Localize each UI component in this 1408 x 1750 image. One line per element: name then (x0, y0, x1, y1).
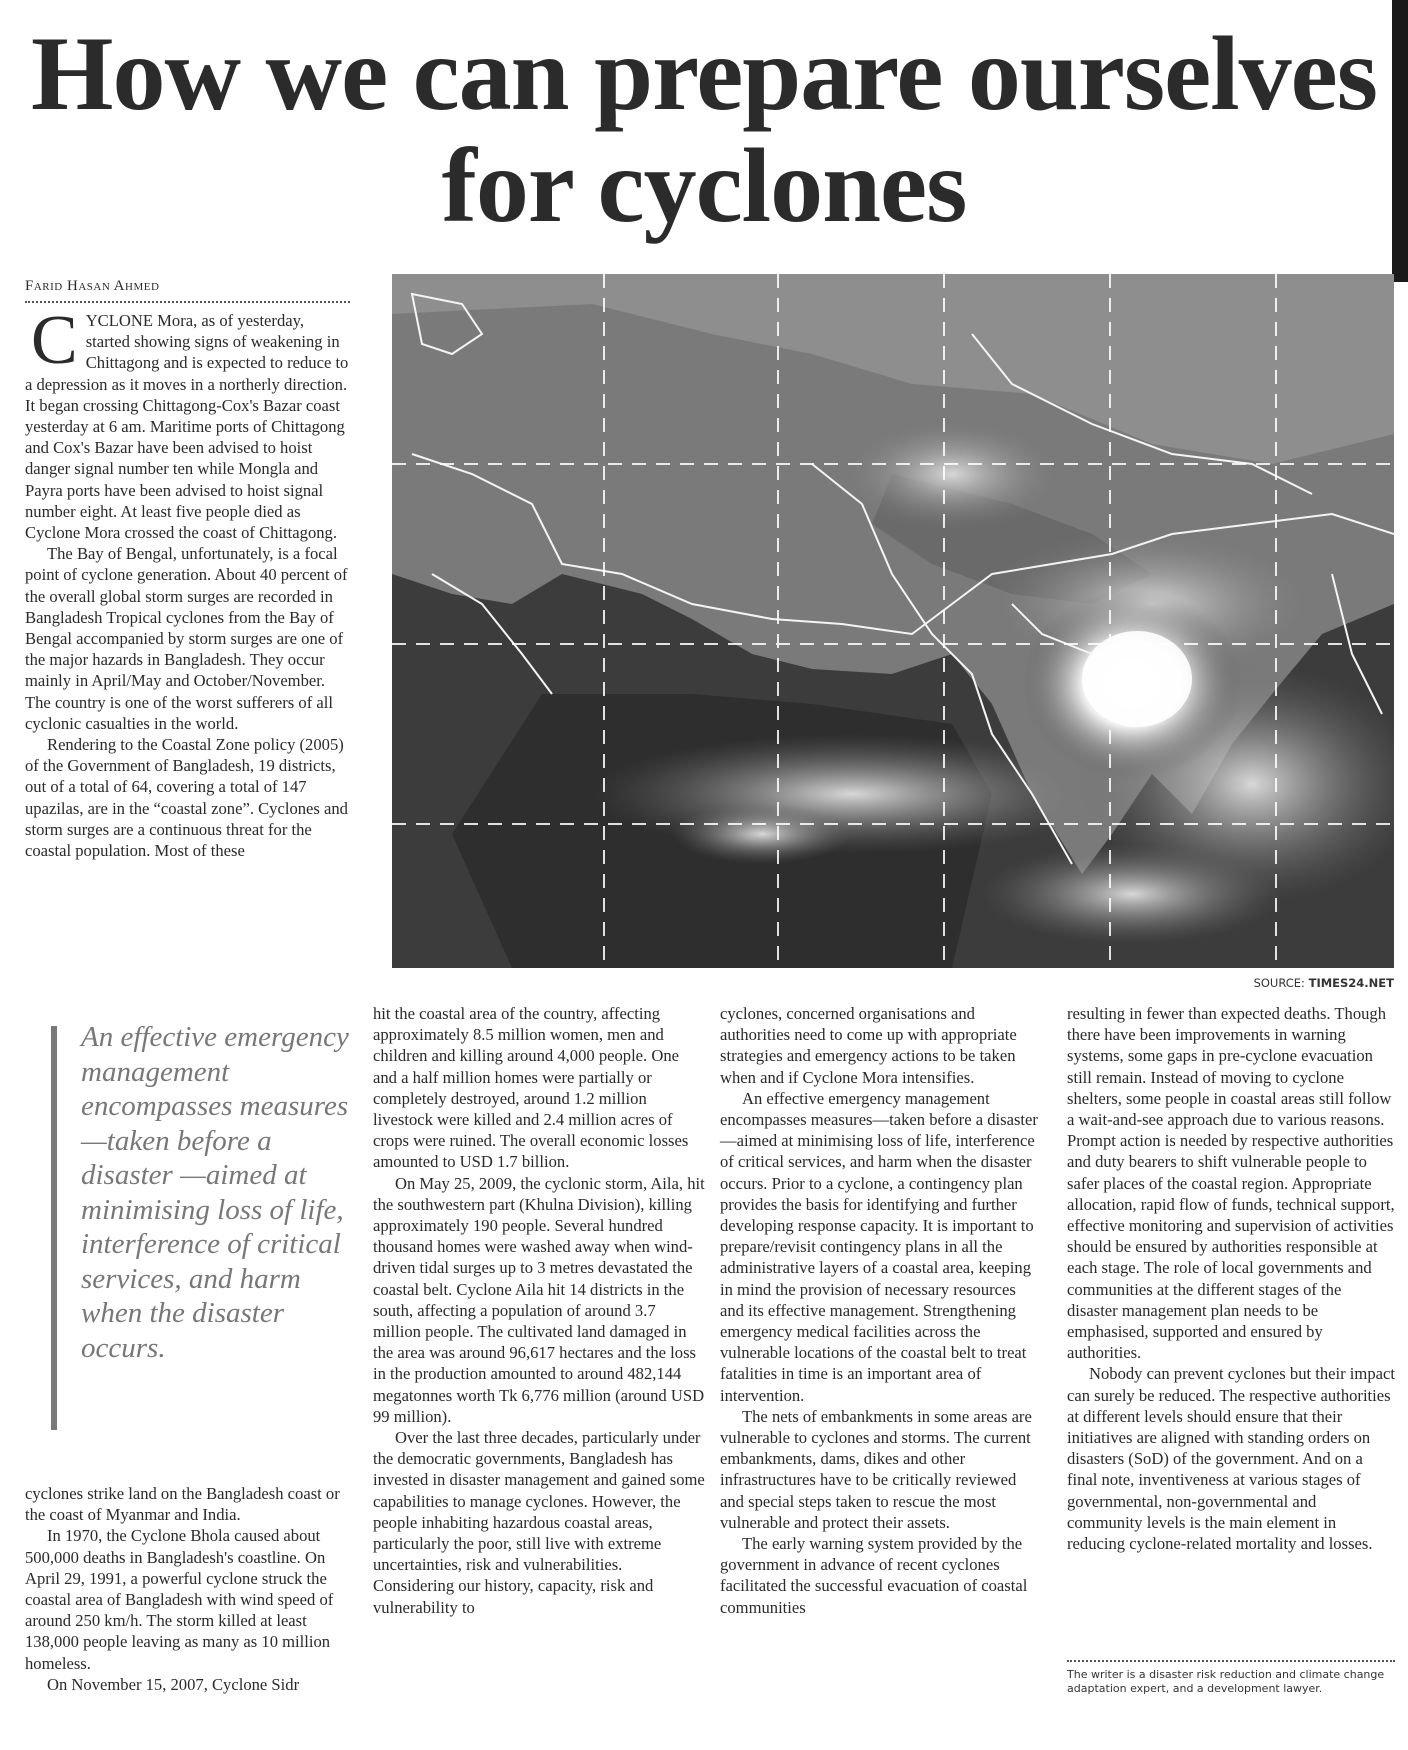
paragraph-9: The nets of embankments in some areas are vulnerable to cyclones and storms. The current embankments, dams, dikes and other infrastructures have to be critically reviewed and special steps taken to rescue the most vulnerable and protect their assets. (720, 1406, 1032, 1532)
paragraph-2: The Bay of Bengal, unfortunately, is a focal point of cyclone generation. About 40 percent of the overall global storm surges are recorded in Bangladesh Tropical cyclones from the Bay of Bengal accompanied by storm surges are one of the major hazards in Bangladesh. They occur mainly in April/May and October/November. The country is one of the worst sufferers of all cyclonic casualties in the world. (25, 544, 348, 733)
column-1-bottom (25, 1483, 350, 1695)
paragraph-6: On May 25, 2009, the cyclonic storm, Aila, hit the southwestern part (Khulna Division), killing approximately 190 people. Several hundred thousand homes were washed away when wind-driven tidal surges up to 3 metres devastated the coastal belt. Cyclone Aila hit 14 districts in the south, affecting a population of around 3.7 million people. The cultivated land damaged in the area was around 96,617 hectares and the loss in the production amounted to around 482,144 megatonnes worth Tk 6,776 million (around USD 99 million). (373, 1173, 705, 1426)
paragraph-10: The early warning system provided by the government in advance of recent cyclones facilitated the successful evacuation of coastal communities (720, 1534, 1028, 1617)
paragraph-3: Rendering to the Coastal Zone policy (2005) of the Government of Bangladesh, 19 districts, out of a total of 64, covering a total of 147 upazilas, are in the “coastal zone”. Cyclones and storm surges are a continuous threat for the coastal population. Most of these (25, 735, 348, 861)
satellite-image-graphic (392, 274, 1394, 968)
column-2 (373, 1003, 706, 1618)
source-label: SOURCE: (1253, 976, 1305, 990)
paragraph-8: An effective emergency management encompasses measures—taken before a disaster —aimed at minimising loss of life, interference of critical services, and harm when the disaster occurs. Prior to a cyclone, a contingency plan provides the basis for identifying and further developing response capacity. It is important to prepare/revisit contingency plans in all the administrative layers of a coastal area, keeping in mind the provision of necessary resources and its effective management. Strengthening emergency medical facilities across the vulnerable locations of the coastal belt to treat fatalities in time is an important area of intervention. (720, 1088, 1038, 1405)
column-4 (1067, 1003, 1395, 1554)
paragraph-7-continued: cyclones, concerned organisations and authorities need to come up with appropriate strategies and emergency actions to be taken when and if Cyclone Mora intensifies. (720, 1004, 1017, 1087)
author-note-divider (1067, 1660, 1395, 1662)
drop-cap: C (31, 302, 78, 379)
author-note: The writer is a disaster risk reduction and climate change adaptation expert, and a development lawyer. (1067, 1668, 1385, 1695)
source-name: TIMES24.NET (1308, 976, 1394, 990)
paragraph-4: In 1970, the Cyclone Bhola caused about 500,000 deaths in Bangladesh's coastline. On April 29, 1991, a powerful cyclone struck the coastal area of Bangladesh with wind speed of around 250 km/h. The storm killed at least 138,000 people leaving as many as 10 million homeless. (25, 1526, 334, 1673)
satellite-image (392, 274, 1394, 968)
headline-line-1: How we can prepare ourselves (31, 15, 1377, 132)
pull-quote (25, 1020, 355, 1430)
column-3 (720, 1003, 1042, 1618)
pull-quote-text: An effective emergency management encompasses measures—taken before a disaster —aimed at minimising loss of life, interference of critical services, and harm when the disaster occurs. (81, 1021, 349, 1364)
pull-quote-bar (51, 1026, 57, 1430)
paragraph-5: On November 15, 2007, Cyclone Sidr (47, 1674, 300, 1694)
headline (0, 15, 1408, 244)
headline-line-2: for cyclones (441, 127, 967, 244)
paragraph-7: Over the last three decades, particularly under the democratic governments, Bangladesh has invested in disaster management and gained some capabilities to manage cyclones. However, the people inhabiting hazardous coastal areas, particularly the poor, still live with extreme uncertainties, risk and vulnerabilities. Considering our history, capacity, risk and vulnerability to (373, 1428, 705, 1617)
paragraph-10-continued: resulting in fewer than expected deaths. Though there have been improvements in warning systems, some gaps in pre-cyclone evacuation still remain. Instead of moving to cyclone shelters, some people in coastal areas still follow a wait-and-see approach due to various reasons. Prompt action is needed by respective authorities and duty bearers to shift vulnerable people to safer places of the coastal region. Appropriate allocation, rapid flow of funds, technical support, effective monitoring and supervision of activities should be ensured by authorities responsible at each stage. The role of local governments and communities at the different stages of the disaster management plan needs to be emphasised, supported and ensured by authorities. (1067, 1004, 1395, 1363)
paragraph-3-continued: cyclones strike land on the Bangladesh coast or the coast of Myanmar and India. (25, 1484, 340, 1525)
paragraph-1: CYCLONE Mora, as of yesterday, started showing signs of weakening in Chittagong and is expected to reduce to a depression as it moves in a northerly direction. It began crossing Chittagong-Cox's Bazar coast yesterday at 6 am. Maritime ports of Chittagong and Cox's Bazar have been advised to hoist danger signal number ten while Mongla and Payra ports have been advised to hoist signal number eight. At least five people died as Cyclone Mora crossed the coast of Chittagong. (25, 302, 349, 543)
paragraph-11: Nobody can prevent cyclones but their impact can surely be reduced. The respective authorities at different levels should ensure that their initiatives are aligned with standing orders on disasters (SoD) of the government. And on a final note, inventiveness at various stages of governmental, non-governmental and community levels is the main element in reducing cyclone-related mortality and losses. (1067, 1364, 1395, 1554)
paragraph-5-continued: hit the coastal area of the country, affecting approximately 8.5 million women, men and children and killing around 4,000 people. One and a half million homes were partially or completely destroyed, around 1.2 million livestock were killed and 2.4 million acres of crops were ruined. The overall economic losses amounted to USD 1.7 billion. (373, 1004, 689, 1172)
column-1-top (25, 302, 350, 861)
image-source-credit (1100, 976, 1394, 990)
page-edge-bar (1392, 0, 1408, 282)
byline: Farid Hasan Ahmed (25, 278, 350, 303)
